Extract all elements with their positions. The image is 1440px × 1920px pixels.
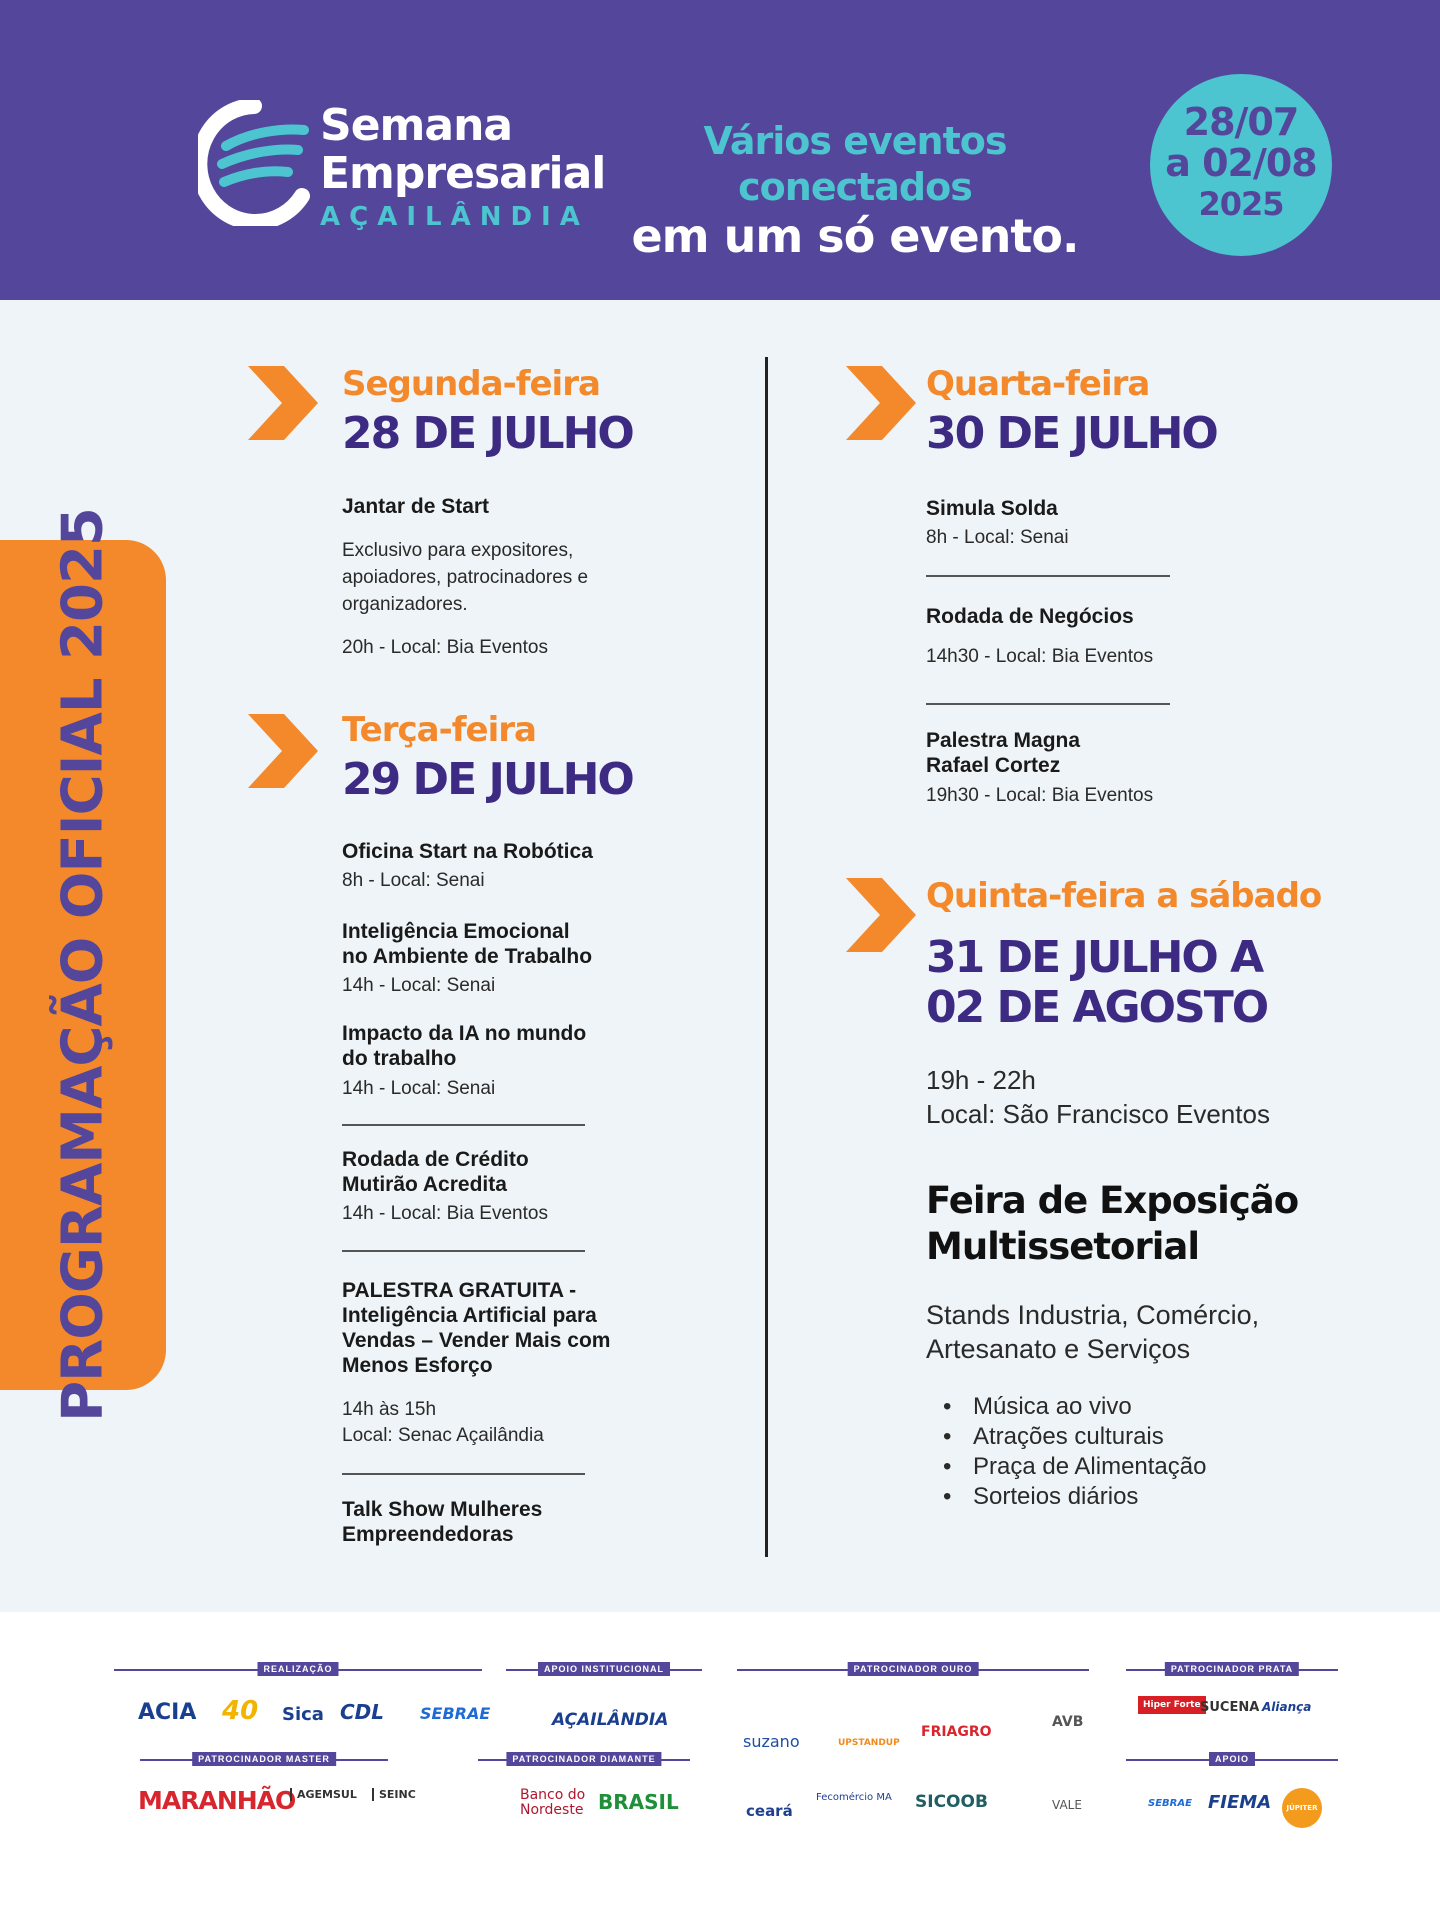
stands-text [926, 1298, 1259, 1366]
wednesday-event-3-time: 19h30 - Local: Bia Eventos [926, 785, 1154, 806]
tuesday-event-5-title-3: Vendas – Vender Mais com [342, 1329, 611, 1352]
thursday-date-line-1: 31 DE JULHO A [926, 932, 1263, 983]
highlights-list [952, 1392, 1206, 1512]
tuesday-event-4-title-1: Rodada de Crédito [342, 1148, 529, 1171]
separator [342, 1473, 585, 1475]
tuesday-event-5-title-1: PALESTRA GRATUITA - [342, 1279, 577, 1302]
event-logo [320, 102, 605, 232]
wednesday-event-3-title-2: Rafael Cortez [926, 754, 1061, 777]
wednesday-date: 30 DE JULHO [926, 408, 1217, 459]
sponsor-group-apoio [1126, 1754, 1338, 1764]
monday-event-desc-2: apoiadores, patrocinadores e [342, 567, 589, 588]
tuesday-event-5-title-2: Inteligência Artificial para [342, 1304, 597, 1327]
feira-title [926, 1178, 1298, 1270]
avb-logo: AVB [1052, 1714, 1084, 1730]
monday-weekday: Segunda-feira [342, 364, 600, 404]
chevron-right-icon [842, 878, 916, 952]
wednesday-event-1-time: 8h - Local: Senai [926, 527, 1069, 548]
logo-line-1: Semana [320, 100, 513, 151]
feira-title-line-1: Feira de Exposição [926, 1179, 1299, 1222]
tuesday-event-5-place: Local: Senac Açailândia [342, 1425, 544, 1446]
wednesday-event-2-time: 14h30 - Local: Bia Eventos [926, 646, 1154, 667]
sponsor-group-label: PATROCINADOR PRATA [1165, 1662, 1299, 1676]
feira-title-line-2: Multissetorial [926, 1225, 1200, 1268]
wednesday-event-1-title: Simula Solda [926, 497, 1058, 520]
sponsor-group-label: APOIO INSTITUCIONAL [538, 1662, 670, 1676]
tuesday-event-2-title-1: Inteligência Emocional [342, 920, 570, 943]
sponsors-footer [0, 1612, 1440, 1920]
tuesday-event-3-title-2: do trabalho [342, 1047, 457, 1070]
list-item: • Sorteios diários [952, 1482, 1206, 1512]
tuesday-event-1-title: Oficina Start na Robótica [342, 840, 593, 863]
chevron-right-icon [244, 714, 318, 788]
thursday-date-line-2: 02 DE AGOSTO [926, 982, 1268, 1033]
separator [926, 575, 1170, 577]
date-badge [1150, 74, 1332, 256]
logo-line-2: Empresarial [320, 148, 606, 199]
sponsor-group-realizacao [114, 1664, 482, 1674]
sicoob-logo: SICOOB [915, 1792, 988, 1812]
chevron-right-icon [842, 366, 916, 440]
tuesday-event-1-time: 8h - Local: Senai [342, 870, 485, 891]
sebrae-logo: SEBRAE [420, 1704, 491, 1723]
hiper-forte-logo: Hiper Forte [1138, 1696, 1206, 1714]
sponsor-group-prata [1126, 1664, 1338, 1674]
friagro-logo: FRIAGRO [921, 1724, 992, 1740]
tagline-line-1: Vários eventos conectados [703, 119, 1007, 209]
sucena-logo: SUCENA [1200, 1700, 1260, 1715]
fiema-logo: FIEMA [1208, 1792, 1272, 1813]
separator [342, 1250, 585, 1252]
agemsul-logo: AGEMSUL [290, 1788, 357, 1801]
governo-federal-logo: BRASIL [598, 1790, 679, 1814]
sponsor-group-label: PATROCINADOR MASTER [192, 1752, 336, 1766]
banco-nordeste-line-2: Nordeste [520, 1802, 584, 1818]
acia-logo: ACIA [138, 1700, 197, 1725]
stands-line-2: Artesanato e Serviços [926, 1334, 1191, 1364]
header-banner [0, 0, 1440, 300]
monday-event-title: Jantar de Start [342, 495, 490, 518]
logo-line-3: AÇAILÂNDIA [320, 202, 589, 232]
stands-line-1: Stands Industria, Comércio, [926, 1300, 1260, 1330]
monday-event-desc-3: organizadores. [342, 594, 468, 615]
banco-nordeste-logo [520, 1788, 585, 1818]
sponsor-group-label: PATROCINADOR OURO [848, 1662, 979, 1676]
date-badge-year: 2025 [1198, 185, 1284, 223]
date-badge-start: 28/07 [1183, 100, 1299, 144]
sponsor-group-label: REALIZAÇÃO [258, 1662, 339, 1676]
tagline-line-2: em um só evento. [631, 209, 1079, 263]
governo-maranhao-logo: MARANHÃO [138, 1786, 296, 1815]
monday-event-time: 20h - Local: Bia Eventos [342, 637, 548, 658]
acia-40-logo: 40 [222, 1696, 259, 1726]
seinc-logo: SEINC [372, 1788, 416, 1801]
tuesday-event-2-title-2: no Ambiente de Trabalho [342, 945, 593, 968]
list-item: • Atrações culturais [952, 1422, 1206, 1452]
cdl-logo: CDL [340, 1700, 385, 1724]
chevron-right-icon [244, 366, 318, 440]
tuesday-weekday: Terça-feira [342, 710, 536, 750]
wednesday-event-3-title-1: Palestra Magna [926, 729, 1081, 752]
date-badge-end: a 02/08 [1165, 141, 1317, 185]
sponsor-group-ouro [737, 1664, 1089, 1674]
thursday-place: Local: São Francisco Eventos [926, 1099, 1270, 1129]
wednesday-weekday: Quarta-feira [926, 364, 1150, 404]
monday-date: 28 DE JULHO [342, 408, 633, 459]
fecomercio-logo: Fecomércio MA [816, 1792, 892, 1803]
logo-swoosh-icon [198, 100, 310, 226]
column-divider [765, 357, 768, 1557]
ceara-logo: ceará [746, 1802, 793, 1820]
sica-logo: Sica [282, 1704, 324, 1725]
tuesday-event-6-title-1: Talk Show Mulheres [342, 1498, 543, 1521]
wednesday-event-2-title: Rodada de Negócios [926, 605, 1134, 628]
side-tab-label: PROGRAMAÇÃO OFICIAL 2025 [50, 508, 116, 1422]
sponsor-group-diamante [478, 1754, 690, 1764]
tuesday-event-2-time: 14h - Local: Senai [342, 975, 496, 996]
thursday-weekday: Quinta-feira a sábado [926, 876, 1322, 916]
side-tab [0, 508, 166, 1422]
tuesday-event-6-title-2: Empreendedoras [342, 1523, 514, 1546]
list-item: • Música ao vivo [952, 1392, 1206, 1422]
tagline [615, 118, 1095, 262]
list-item: • Praça de Alimentação [952, 1452, 1206, 1482]
tuesday-event-3-title-1: Impacto da IA no mundo [342, 1022, 587, 1045]
sponsor-group-label: PATROCINADOR DIAMANTE [506, 1752, 661, 1766]
monday-event-desc-1: Exclusivo para expositores, [342, 540, 574, 561]
banco-nordeste-line-1: Banco do [520, 1787, 586, 1803]
jupiter-logo: JÚPITER [1282, 1788, 1322, 1828]
tuesday-event-4-time: 14h - Local: Bia Eventos [342, 1203, 548, 1224]
upstandup-logo: UPSTANDUP [838, 1738, 900, 1748]
separator [342, 1124, 585, 1126]
sponsor-group-master [140, 1754, 388, 1764]
thursday-time: 19h - 22h [926, 1065, 1036, 1095]
vale-logo: VALE [1052, 1798, 1082, 1812]
tuesday-event-4-title-2: Mutirão Acredita [342, 1173, 507, 1196]
alianca-logo: Aliança [1262, 1700, 1312, 1714]
sponsor-group-apoio-institucional [506, 1664, 702, 1674]
tuesday-date: 29 DE JULHO [342, 754, 633, 805]
sponsor-group-label: APOIO [1209, 1752, 1255, 1766]
tuesday-event-5-title-4: Menos Esforço [342, 1354, 493, 1377]
separator [926, 703, 1170, 705]
tuesday-event-5-time: 14h às 15h [342, 1399, 437, 1420]
tuesday-event-3-time: 14h - Local: Senai [342, 1078, 496, 1099]
suzano-logo: suzano [743, 1732, 800, 1751]
sebrae-partner-logo: SEBRAE [1148, 1798, 1192, 1809]
prefeitura-acailandia-logo: AÇAILÂNDIA [552, 1710, 669, 1730]
